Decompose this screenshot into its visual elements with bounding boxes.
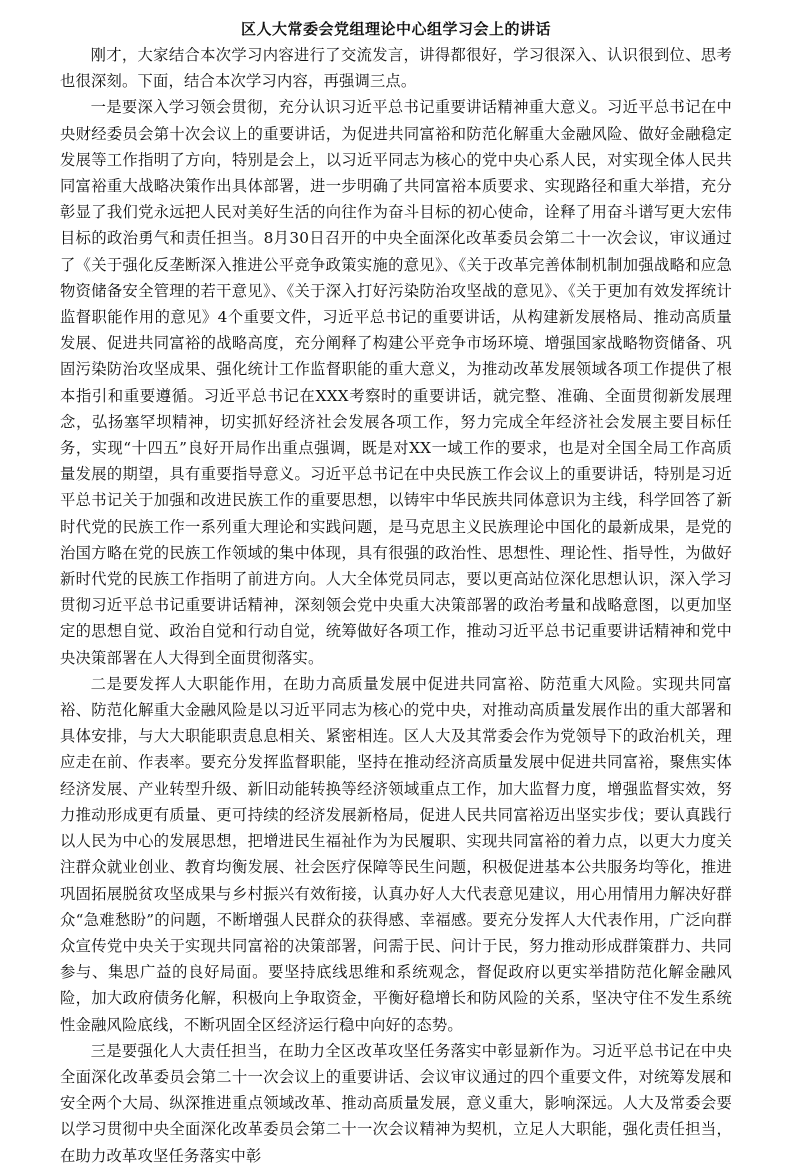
paragraph-point-three: 三是要强化人大责任担当，在助力全区改革攻坚任务落实中彰显新作为。习近平总书记在中央全面深化改革委员会第二十一次会议上的重要讲话、会议审议通过的四个重要文件，对统筹发展和安全两个大局、纵深推进重点领域改革、推动高质量发展，意义重大，影响深远。人大及常委会要以学习贯彻中央全面深化改革委员会第二十一次会议精神为契机，立足人大职能，强化责任担当，在助力改革攻坚任务落实中彰 [60,1041,732,1165]
paragraph-opening: 刚才，大家结合本次学习内容进行了交流发言，讲得都很好，学习很深入、认识很到位、思考也很深刻。下面，结合本次学习内容，再强调三点。 [60,46,732,91]
document-title: 区人大常委会党组理论中心组学习会上的讲话 [240,20,551,38]
document-page [60,18,732,1169]
paragraph-point-one: 一是要深入学习领会贯彻，充分认识习近平总书记重要讲话精神重大意义。习近平总书记在中央财经委员会第十次会议上的重要讲话，为促进共同富裕和防范化解重大金融风险、做好金融稳定发展等工作指明了方向，特别是会上，以习近平同志为核心的党中央心系人民，对实现全体人民共同富裕重大战略决策作出具体部署，进一步明确了共同富裕本质要求、实现路径和重大举措，充分彰显了我们党永远把人民对美好生活的向往作为奋斗目标的初心使命，诠释了用奋斗谱写更大宏伟目标的政治勇气和责任担当。8月30日召开的中央全面深化改革委员会第二十一次会议，审议通过了《关于强化反垄断深入推进公平竞争政策实施的意见》、《关于改革完善体制机制加强战略和应急物资储备安全管理的若干意见》、《关于深入打好污染防治攻坚战的意见》、《关于更加有效发挥统计监督职能作用的意见》4个重要文件，习近平总书记的重要讲话，从构建新发展格局、推动高质量发展、促进共同富裕的战略高度，充分阐释了构建公平竞争市场环境、增强国家战略物资储备、巩固污染防治攻坚成果、强化统计工作监督职能的重大意义，为推动改革发展领域各项工作提供了根本指引和重要遵循。习近平总书记在XXX考察时的重要讲话，就完整、准确、全面贯彻新发展理念，弘扬塞罕坝精神，切实抓好经济社会发展各项工作，努力完成全年经济社会发展主要目标任务，实现“十四五”良好开局作出重点强调，既是对XX一域工作的要求，也是对全国全局工作高质量发展的期望，具有重要指导意义。习近平总书记在中央民族工作会议上的重要讲话，特别是习近平总书记关于加强和改进民族工作的重要思想，以铸牢中华民族共同体意识为主线，科学回答了新时代党的民族工作一系列重大理论和实践问题，是马克思主义民族理论中国化的最新成果，是党的治国方略在党的民族工作领域的集中体现，具有很强的政治性、思想性、理论性、指导性，为做好新时代党的民族工作指明了前进方向。人大全体党员同志，要以更高站位深化思想认识，深入学习贯彻习近平总书记重要讲话精神，深刻领会党中央重大决策部署的政治考量和战略意图，以更加坚定的思想自觉、政治自觉和行动自觉，统筹做好各项工作，推动习近平总书记重要讲话精神和党中央决策部署在人大得到全面贯彻落实。 [60,98,732,667]
paragraph-point-two: 二是要发挥人大职能作用，在助力高质量发展中促进共同富裕、防范重大风险。实现共同富裕、防范化解重大金融风险是以习近平同志为核心的党中央，对推动高质量发展作出的重大部署和具体安排，与大大职能职责息息相关、紧密相连。区人大及其常委会作为党领导下的政治机关，理应走在前、作表率。要充分发挥监督职能，坚持在推动经济高质量发展中促进共同富裕，聚焦实体经济发展、产业转型升级、新旧动能转换等经济领域重点工作，加大监督力度，增强监督实效，努力推动形成更有质量、更可持续的经济发展新格局，促进人民共同富裕迈出坚实步伐；要认真践行以人民为中心的发展思想，把增进民生福祉作为为民履职、实现共同富裕的着力点，以更大力度关注群众就业创业、教育均衡发展、社会医疗保障等民生问题，积极促进基本公共服务均等化，推进巩固拓展脱贫攻坚成果与乡村振兴有效衔接，认真办好人大代表意见建议，用心用情用力解决好群众“急难愁盼”的问题，不断增强人民群众的获得感、幸福感。要充分发挥人大代表作用，广泛向群众宣传党中央关于实现共同富裕的决策部署，问需于民、问计于民，努力推动形成群策群力、共同参与、集思广益的良好局面。要坚持底线思维和系统观念，督促政府以更实举措防范化解金融风险，加大政府债务化解，积极向上争取资金，平衡好稳增长和防风险的关系，坚决守住不发生系统性金融风险底线，不断巩固全区经济运行稳中向好的态势。 [60,674,732,1034]
